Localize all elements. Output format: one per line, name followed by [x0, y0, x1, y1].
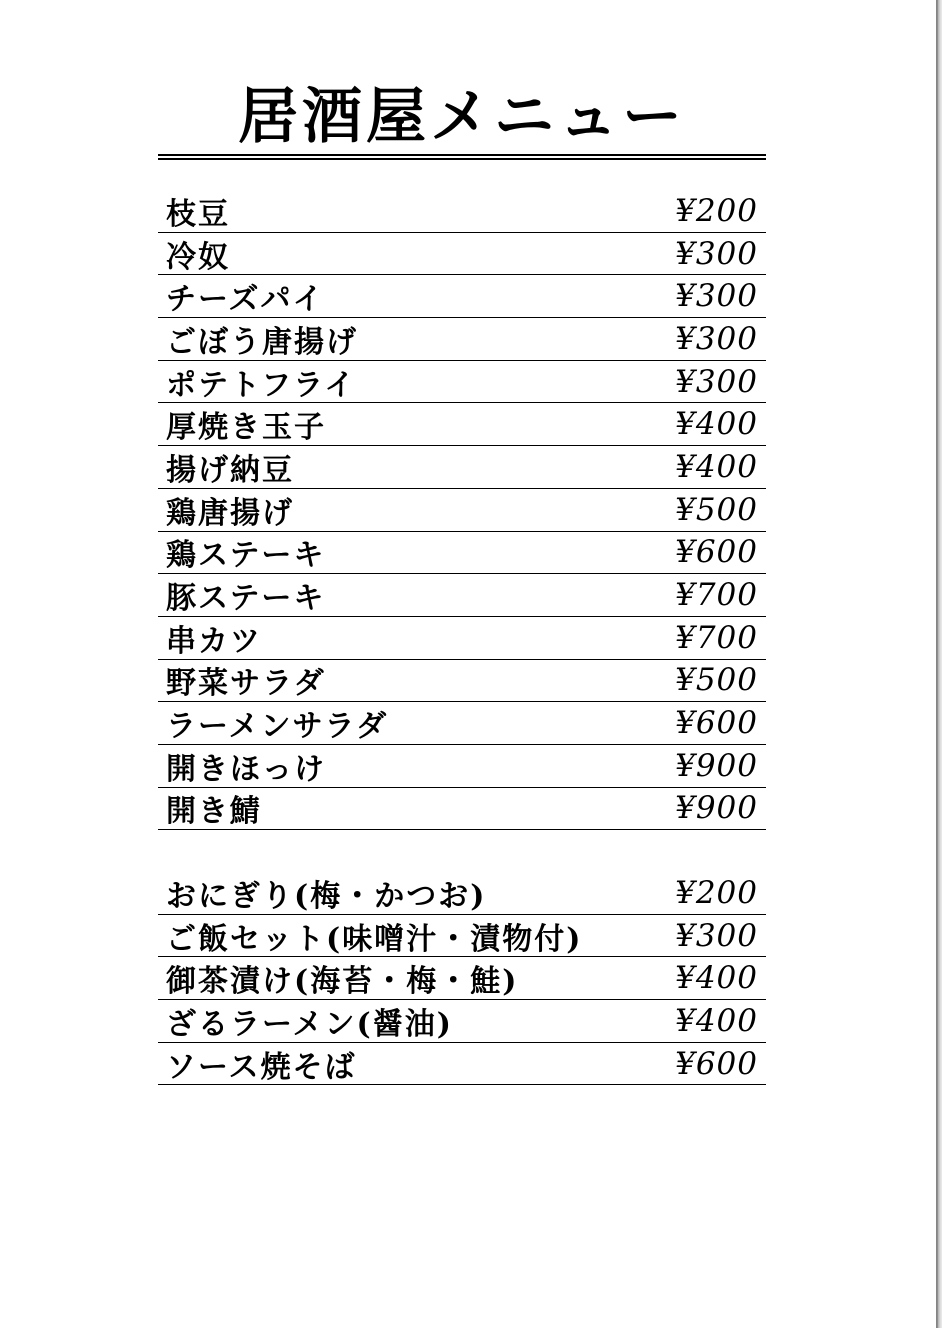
- item-name: おにぎり(梅・かつお): [166, 878, 487, 914]
- item-name: 開きほっけ: [166, 751, 326, 787]
- menu-row: [158, 489, 766, 532]
- item-name: 野菜サラダ: [166, 666, 326, 702]
- menu-row: [158, 532, 766, 575]
- food-menu-list: [158, 190, 766, 830]
- item-name: 鶏ステーキ: [166, 538, 326, 574]
- item-price: ¥200: [675, 192, 758, 229]
- menu-row: [158, 788, 766, 831]
- item-price: ¥500: [675, 662, 758, 699]
- menu-row: [158, 275, 766, 318]
- menu-row: [158, 403, 766, 446]
- item-price: ¥400: [675, 960, 758, 997]
- menu-row: [158, 660, 766, 703]
- item-name: ご飯セット(味噌汁・漬物付): [166, 921, 583, 957]
- menu-row: [158, 361, 766, 404]
- menu-row: [158, 318, 766, 361]
- menu-row: [158, 702, 766, 745]
- menu-row: [158, 617, 766, 660]
- menu-row: [158, 446, 766, 489]
- item-name: 鶏唐揚げ: [166, 495, 294, 531]
- item-price: ¥900: [675, 790, 758, 827]
- menu-row: [158, 745, 766, 788]
- item-name: 御茶漬け(海苔・梅・鮭): [166, 964, 519, 1000]
- item-price: ¥700: [675, 619, 758, 656]
- item-price: ¥700: [675, 577, 758, 614]
- item-price: ¥400: [675, 1002, 758, 1039]
- item-price: ¥600: [675, 705, 758, 742]
- menu-row: [158, 957, 766, 1000]
- item-name: ラーメンサラダ: [166, 709, 389, 745]
- item-price: ¥400: [675, 448, 758, 485]
- item-name: 串カツ: [166, 623, 262, 659]
- item-name: 開き鯖: [166, 794, 262, 830]
- item-name: 厚焼き玉子: [166, 410, 326, 446]
- item-price: ¥900: [675, 747, 758, 784]
- menu-row: [158, 1000, 766, 1043]
- item-price: ¥600: [675, 1045, 758, 1082]
- item-price: ¥500: [675, 491, 758, 528]
- title-double-rule: [158, 154, 766, 160]
- item-price: ¥300: [675, 363, 758, 400]
- item-price: ¥200: [675, 874, 758, 911]
- item-price: ¥300: [675, 320, 758, 357]
- item-price: ¥400: [675, 406, 758, 443]
- item-name: チーズパイ: [166, 282, 325, 318]
- menu-row: [158, 872, 766, 915]
- menu-row: [158, 233, 766, 276]
- item-name: 枝豆: [166, 196, 230, 232]
- item-price: ¥300: [675, 235, 758, 272]
- page-edge-shadow: [936, 0, 942, 1328]
- menu-row: [158, 915, 766, 958]
- item-name: 揚げ納豆: [166, 452, 294, 488]
- meal-menu-list: [158, 872, 766, 1085]
- menu-row: [158, 1043, 766, 1086]
- item-name: ソース焼そば: [166, 1049, 357, 1085]
- item-name: ポテトフライ: [166, 367, 357, 403]
- item-price: ¥600: [675, 534, 758, 571]
- menu-row: [158, 190, 766, 233]
- item-name: 冷奴: [166, 239, 230, 275]
- menu-title: 居酒屋メニュー: [238, 82, 686, 152]
- item-name: ごぼう唐揚げ: [166, 324, 358, 360]
- item-name: 豚ステーキ: [166, 581, 326, 617]
- item-price: ¥300: [675, 917, 758, 954]
- item-price: ¥300: [675, 278, 758, 315]
- item-name: ざるラーメン(醤油): [166, 1006, 453, 1042]
- menu-row: [158, 574, 766, 617]
